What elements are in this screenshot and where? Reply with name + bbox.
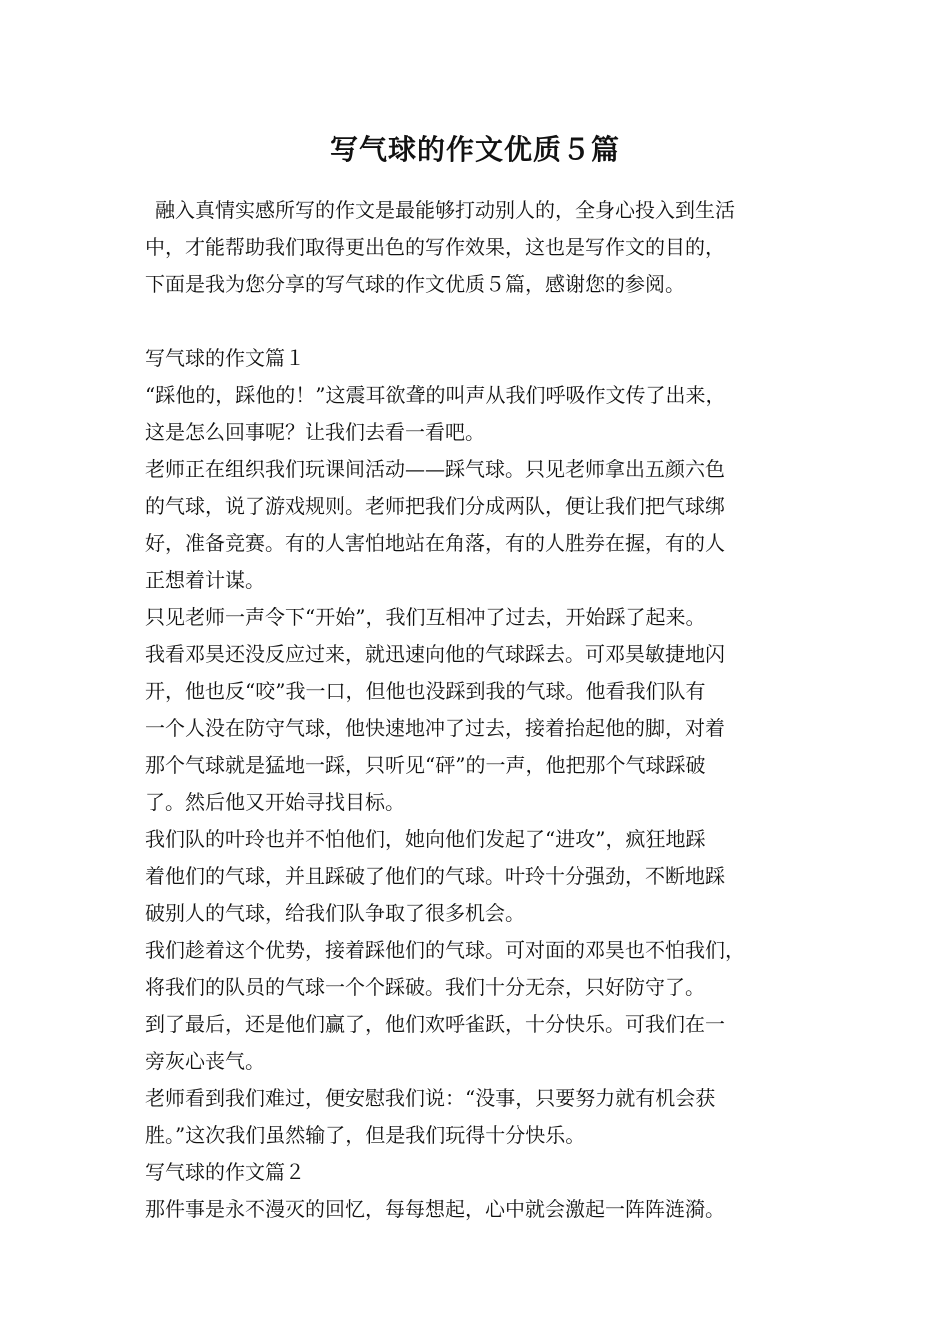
intro-line: 中，才能帮助我们取得更出色的写作效果，这也是写作文的目的， — [145, 235, 725, 259]
body-line: 那件事是永不漫灭的回忆，每每想起，心中就会激起一阵阵涟漪。 — [145, 1197, 725, 1221]
body-line: 破别人的气球，给我们队争取了很多机会。 — [145, 901, 525, 925]
body-line: 正想着计谋。 — [145, 568, 265, 592]
body-line: 我们趁着这个优势，接着踩他们的气球。可对面的邓昊也不怕我们， — [145, 938, 745, 962]
body-line: 好，准备竞赛。有的人害怕地站在角落，有的人胜券在握，有的人 — [145, 531, 725, 555]
paragraph-gap — [145, 303, 825, 340]
essay-body — [145, 340, 825, 1228]
body-line: 着他们的气球，并且踩破了他们的气球。叶玲十分强劲，不断地踩 — [145, 864, 725, 888]
intro-line: 下面是我为您分享的写气球的作文优质５篇，感谢您的参阅。 — [145, 272, 685, 296]
body-line: 的气球，说了游戏规则。老师把我们分成两队，便让我们把气球绑 — [145, 494, 725, 518]
body-line: 只见老师一声令下“开始”，我们互相冲了过去，开始踩了起来。 — [145, 605, 706, 629]
body-line: 旁灰心丧气。 — [145, 1049, 265, 1073]
body-line: 那个气球就是猛地一踩，只听见“砰”的一声，他把那个气球踩破 — [145, 753, 706, 777]
section-heading: 写气球的作文篇２ — [145, 1160, 305, 1184]
body-line: 到了最后，还是他们赢了，他们欢呼雀跃，十分快乐。可我们在一 — [145, 1012, 725, 1036]
body-line: 将我们的队员的气球一个个踩破。我们十分无奈，只好防守了。 — [145, 975, 705, 999]
body-line: 一个人没在防守气球，他快速地冲了过去，接着抬起他的脚，对着 — [145, 716, 725, 740]
body-line: “踩他的，踩他的！”这震耳欲聋的叫声从我们呼吸作文传了出来， — [145, 383, 726, 407]
body-line: 胜。”这次我们虽然输了，但是我们玩得十分快乐。 — [145, 1123, 586, 1147]
document-title: 写气球的作文优质５篇 — [329, 133, 620, 166]
body-line: 我们队的叶玲也并不怕他们，她向他们发起了“进攻”，疯狂地踩 — [145, 827, 706, 851]
body-line: 老师正在组织我们玩课间活动——踩气球。只见老师拿出五颜六色 — [145, 457, 725, 481]
body-line: 了。然后他又开始寻找目标。 — [145, 790, 405, 814]
document-body — [145, 192, 825, 1228]
intro-line: 融入真情实感所写的作文是最能够打动别人的，全身心投入到生活 — [155, 198, 735, 222]
body-line: 开，他也反“咬”我一口，但他也没踩到我的气球。他看我们队有 — [145, 679, 706, 703]
section-heading: 写气球的作文篇１ — [145, 346, 305, 370]
body-line: 我看邓昊还没反应过来，就迅速向他的气球踩去。可邓昊敏捷地闪 — [145, 642, 725, 666]
body-line: 老师看到我们难过，便安慰我们说：“没事，只要努力就有机会获 — [145, 1086, 716, 1110]
intro-paragraph — [145, 192, 825, 303]
body-line: 这是怎么回事呢？让我们去看一看吧。 — [145, 420, 485, 444]
